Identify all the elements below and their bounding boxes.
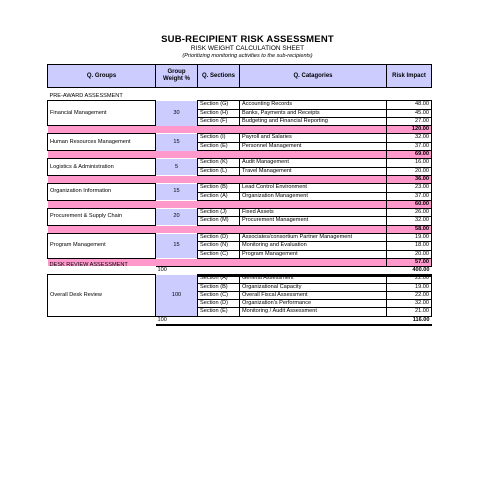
impact-cell: 19.00 (387, 234, 432, 242)
category-cell: Banks, Payments and Receipts (240, 109, 387, 117)
category-cell: Overall Fiscal Assessment (240, 291, 387, 299)
section-cell: Section (N) (198, 242, 240, 250)
impact-cell: 45.00 (387, 109, 432, 117)
col-header-categories: Q. Catagories (240, 65, 387, 88)
table-row (48, 134, 432, 142)
table-row (48, 209, 432, 217)
subtotal-row (48, 225, 432, 233)
category-cell: Accounting Records (240, 101, 387, 109)
section-cell: Section (B) (198, 184, 240, 192)
impact-cell: 37.00 (387, 142, 432, 150)
group-weight: 15 (156, 234, 198, 259)
col-header-groups: Q. Groups (48, 65, 156, 88)
col-header-sections: Q. Sections (198, 65, 240, 88)
group-weight: 5 (156, 159, 198, 176)
table-row (48, 234, 432, 242)
impact-cell: 16.00 (387, 159, 432, 167)
section-cell: Section (G) (198, 101, 240, 109)
total-blank-mid (198, 316, 387, 325)
group-subtotal: 69.00 (387, 151, 432, 159)
category-cell: Organization's Performance (240, 300, 387, 308)
group-name: Program Management (48, 234, 156, 259)
section-cell: Section (M) (198, 217, 240, 225)
table-row (48, 101, 432, 109)
group-subtotal: 36.00 (387, 175, 432, 183)
impact-cell: 26.00 (387, 209, 432, 217)
desk-review-table (47, 262, 432, 326)
category-cell: Personnel Management (240, 142, 387, 150)
section-cell: Section (B) (198, 283, 240, 291)
col-header-weight: Group Weight % (156, 65, 198, 88)
section-label-row (48, 262, 432, 269)
category-cell: Organization Management (240, 192, 387, 200)
total-row (48, 316, 432, 325)
subtotal-row (48, 200, 432, 208)
group-name: Logistics & Administration (48, 159, 156, 176)
category-cell: Organizational Capacity (240, 283, 387, 291)
section-cell: Section (D) (198, 234, 240, 242)
group-name: Overall Desk Review (48, 275, 156, 316)
group-weight: 15 (156, 134, 198, 151)
section-cell: Section (C) (198, 250, 240, 258)
category-cell: Monitoring / Audit Assessment (240, 308, 387, 316)
impact-cell: 32.00 (387, 134, 432, 142)
impact-cell: 37.00 (387, 192, 432, 200)
section-cell: Section (A) (198, 192, 240, 200)
group-name: Organization Information (48, 184, 156, 201)
impact-cell: 48.00 (387, 101, 432, 109)
table-row (48, 184, 432, 192)
impact-cell: 32.00 (387, 300, 432, 308)
subtotal-blank (48, 200, 387, 208)
impact-cell: 23.00 (387, 184, 432, 192)
category-cell: Audit Management (240, 159, 387, 167)
section-cell: Section (I) (198, 134, 240, 142)
section-cell: Section (E) (198, 142, 240, 150)
impact-cell: 19.00 (387, 283, 432, 291)
pre-award-body (48, 88, 432, 276)
group-name: Financial Management (48, 101, 156, 126)
group-weight: 20 (156, 209, 198, 226)
impact-cell: 27.00 (387, 117, 432, 125)
section-cell: Section (A) (198, 275, 240, 283)
subtotal-blank (48, 126, 387, 134)
section-label-row (48, 93, 432, 101)
section-cell: Section (K) (198, 159, 240, 167)
category-cell: Procurement Management (240, 217, 387, 225)
impact-cell: 22.00 (387, 275, 432, 283)
section-cell: Section (D) (198, 300, 240, 308)
subtotal-row (48, 126, 432, 134)
total-impact: 400.00 (387, 267, 432, 276)
table-row (48, 275, 432, 283)
impact-cell: 22.00 (387, 291, 432, 299)
impact-cell: 21.00 (387, 308, 432, 316)
category-cell: Budgeting and Financial Reporting (240, 117, 387, 125)
subtotal-row (48, 151, 432, 159)
total-impact: 116.00 (387, 316, 432, 325)
table-header-row (48, 65, 432, 88)
section-cell: Section (H) (198, 109, 240, 117)
impact-cell: 20.00 (387, 250, 432, 258)
page-note: (Prioritizing monitoring activities to the sub-recipients) (182, 53, 313, 59)
section-cell: Section (L) (198, 167, 240, 175)
desk-review-body (48, 262, 432, 325)
group-subtotal: 57.00 (387, 258, 432, 266)
section-cell: Section (E) (198, 308, 240, 316)
section-label: PRE-AWARD ASSESSMENT (49, 93, 123, 99)
category-cell: General Assessment (240, 275, 387, 283)
page-subtitle: RISK WEIGHT CALCULATION SHEET (190, 45, 305, 52)
risk-weight-table (47, 64, 432, 277)
group-subtotal: 58.00 (387, 225, 432, 233)
group-subtotal: 120.00 (387, 126, 432, 134)
section-cell: Section (F) (198, 117, 240, 125)
category-cell: Travel Management (240, 167, 387, 175)
group-subtotal: 60.00 (387, 200, 432, 208)
section-cell: Section (J) (198, 209, 240, 217)
group-weight: 100 (156, 275, 198, 316)
subtotal-blank (48, 225, 387, 233)
page-title: SUB-RECIPIENT RISK ASSESSMENT (161, 34, 334, 45)
category-cell: Associates/consortium Partner Management (240, 234, 387, 242)
subtotal-blank (48, 175, 387, 183)
total-weight: 100 (156, 267, 198, 276)
impact-cell: 20.00 (387, 167, 432, 175)
category-cell: Fixed Assets (240, 209, 387, 217)
total-blank-left (48, 316, 156, 325)
category-cell: Lead Control Environment (240, 184, 387, 192)
section-label: DESK REVIEW ASSESSMENT (49, 262, 128, 268)
impact-cell: 32.00 (387, 217, 432, 225)
subtotal-blank (48, 151, 387, 159)
col-header-impact: Risk Impact (387, 65, 432, 88)
category-cell: Program Management (240, 250, 387, 258)
subtotal-row (48, 175, 432, 183)
section-cell: Section (C) (198, 291, 240, 299)
group-weight: 15 (156, 184, 198, 201)
table-row (48, 159, 432, 167)
group-weight: 30 (156, 101, 198, 126)
group-name: Human Resources Management (48, 134, 156, 151)
total-weight: 100 (156, 316, 198, 325)
category-cell: Payroll and Salaries (240, 134, 387, 142)
category-cell: Monitoring and Evaluation (240, 242, 387, 250)
impact-cell: 18.00 (387, 242, 432, 250)
group-name: Procurement & Supply Chain (48, 209, 156, 226)
